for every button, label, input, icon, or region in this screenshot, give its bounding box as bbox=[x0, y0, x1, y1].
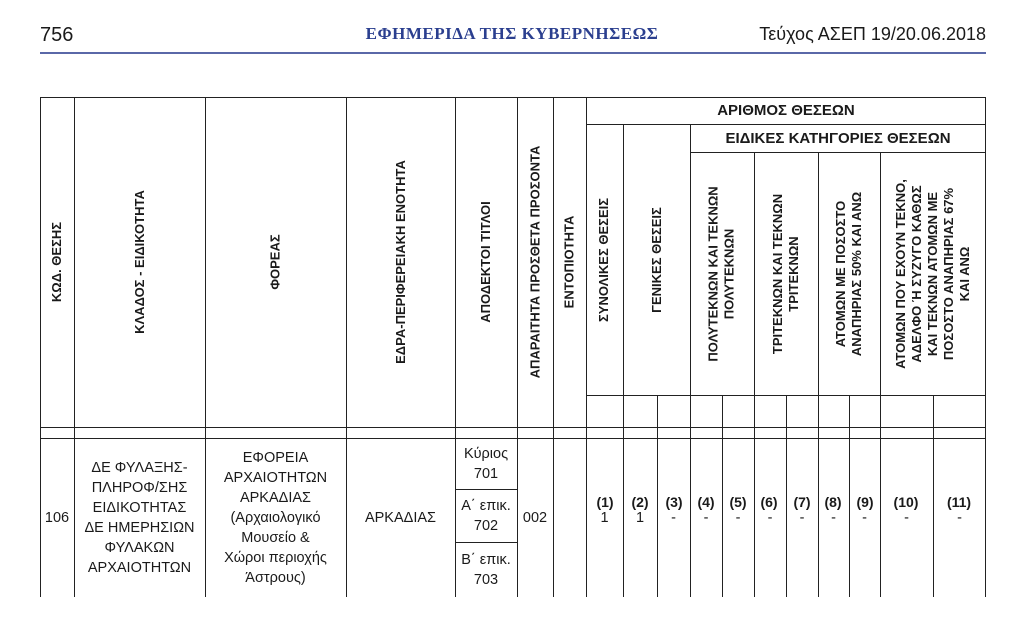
header-rule bbox=[40, 52, 986, 54]
column-number: (6) bbox=[760, 494, 778, 510]
branch-line: ΔΕ ΗΜΕΡΗΣΙΩΝ bbox=[84, 519, 195, 536]
header-region: ΕΔΡΑ-ΠΕΡΙΦΕΡΕΙΑΚΗ ΕΝΟΤΗΤΑ bbox=[392, 160, 408, 364]
header-threechild: ΤΡΙΤΕΚΝΩΝ ΚΑΙ ΤΕΚΝΩΝ ΤΡΙΤΕΚΝΩΝ bbox=[770, 193, 802, 354]
header-multichild: ΠΟΛΥΤΕΚΝΩΝ ΚΑΙ ΤΕΚΝΩΝ ΠΟΛΥΤΕΚΝΩΝ bbox=[706, 185, 738, 362]
column-number: (7) bbox=[793, 494, 811, 510]
positions-table bbox=[40, 97, 986, 597]
header-total: ΣΥΝΟΛΙΚΕΣ ΘΕΣΕΙΣ bbox=[596, 197, 612, 322]
branch-line: ΔΕ ΦΥΛΑΞΗΣ- bbox=[91, 459, 188, 476]
agency-line: ΕΦΟΡΕΙΑ bbox=[242, 449, 309, 466]
row-branch bbox=[74, 438, 205, 597]
header-bottom-rule bbox=[40, 427, 986, 428]
header-degrees: ΑΠΟΔΕΚΤΟΙ ΤΙΤΛΟΙ bbox=[478, 201, 493, 323]
degree-aux-a: Α΄ επικ. 702 bbox=[461, 497, 511, 534]
branch-line: ΠΛΗΡΟΦ/ΣΗΣ bbox=[91, 479, 188, 496]
header-code: ΚΩΔ. ΘΕΣΗΣ bbox=[49, 221, 64, 303]
agency-line: ΑΡΧΑΙΟΤΗΤΩΝ bbox=[223, 469, 328, 486]
column-number: (5) bbox=[729, 494, 747, 510]
agency-line: Χώροι περιοχής bbox=[224, 549, 327, 566]
header-general: ΓΕΝΙΚΕΣ ΘΕΣΕΙΣ bbox=[648, 206, 664, 313]
column-number: (9) bbox=[856, 494, 874, 510]
header-locality: ΕΝΤΟΠΙΟΤΗΤΑ bbox=[561, 215, 577, 309]
value-col4: - bbox=[703, 509, 709, 526]
header-extra: ΑΠΑΡΑΙΤΗΤΑ ΠΡΟΣΘΕΤΑ ΠΡΟΣΟΝΤΑ bbox=[527, 145, 542, 379]
row-region: ΑΡΚΑΔΙΑΣ bbox=[364, 509, 437, 526]
header-positions-group: ΑΡΙΘΜΟΣ ΘΕΣΕΩΝ bbox=[717, 102, 855, 119]
value-col3: - bbox=[671, 509, 676, 526]
column-number: (1) bbox=[596, 494, 614, 510]
value-total: 1 bbox=[600, 509, 609, 526]
branch-line: ΦΥΛΑΚΩΝ bbox=[104, 539, 175, 556]
header-disabled: ΑΤΟΜΩΝ ΜΕ ΠΟΣΟΣΤΟ ΑΝΑΠΗΡΙΑΣ 50% ΚΑΙ ΑΝΩ bbox=[833, 191, 864, 356]
issue-label: Τεύχος ΑΣΕΠ 19/20.06.2018 bbox=[759, 24, 986, 44]
header-branch: ΚΛΑΔΟΣ - ΕΙΔΙΚΟΤΗΤΑ bbox=[131, 190, 147, 334]
row-agency bbox=[205, 438, 346, 597]
column-number: (4) bbox=[697, 494, 715, 510]
agency-line: Άστρους) bbox=[245, 569, 306, 586]
column-number: (10) bbox=[893, 494, 919, 510]
journal-title: ΕΦΗΜΕΡΙΔΑ ΤΗΣ ΚΥΒΕΡΝΗΣΕΩΣ bbox=[365, 24, 659, 43]
value-col8: - bbox=[831, 509, 836, 526]
degree-aux-b: Β΄ επικ. 703 bbox=[461, 551, 511, 588]
column-number: (3) bbox=[665, 494, 683, 510]
agency-line: Μουσείο & bbox=[241, 529, 310, 546]
row-code: 106 bbox=[44, 509, 70, 526]
branch-line: ΕΙΔΙΚΟΤΗΤΑΣ bbox=[92, 499, 187, 516]
header-special-group: ΕΙΔΙΚΕΣ ΚΑΤΗΓΟΡΙΕΣ ΘΕΣΕΩΝ bbox=[725, 130, 951, 147]
value-col5: - bbox=[735, 509, 741, 526]
header-relatives: ΑΤΟΜΩΝ ΠΟΥ ΕΧΟΥΝ ΤΕΚΝΟ, ΑΔΕΛΦΟ Ή ΣΥΖΥΓΟ ΚΑΘΩΣ ΚΑΙ ΤΕΚΝΩΝ ΑΤΟΜΩΝ ΜΕ ΠΟΣΟΣΤΟ ΑΝΑΠΗΡΙΑΣ 67% ΚΑΙ ΑΝΩ bbox=[893, 178, 972, 369]
value-col7: - bbox=[799, 509, 805, 526]
value-col11: - bbox=[957, 509, 962, 526]
value-general: 1 bbox=[635, 509, 645, 526]
degree-main: Κύριος 701 bbox=[463, 445, 509, 482]
agency-line: (Αρχαιολογικό bbox=[230, 509, 321, 526]
branch-line: ΑΡΧΑΙΟΤΗΤΩΝ bbox=[87, 559, 192, 576]
column-number: (8) bbox=[824, 494, 842, 510]
value-col6: - bbox=[767, 509, 773, 526]
column-number: (2) bbox=[631, 494, 649, 510]
row-locality bbox=[553, 438, 586, 597]
value-col10: - bbox=[904, 509, 909, 526]
value-col9: - bbox=[862, 509, 867, 526]
column-number: (11) bbox=[946, 494, 972, 510]
page-number: 756 bbox=[40, 24, 74, 46]
row-extra: 002 bbox=[522, 509, 548, 526]
header-agency: ΦΟΡΕΑΣ bbox=[267, 234, 283, 290]
agency-line: ΑΡΚΑΔΙΑΣ bbox=[239, 489, 312, 506]
